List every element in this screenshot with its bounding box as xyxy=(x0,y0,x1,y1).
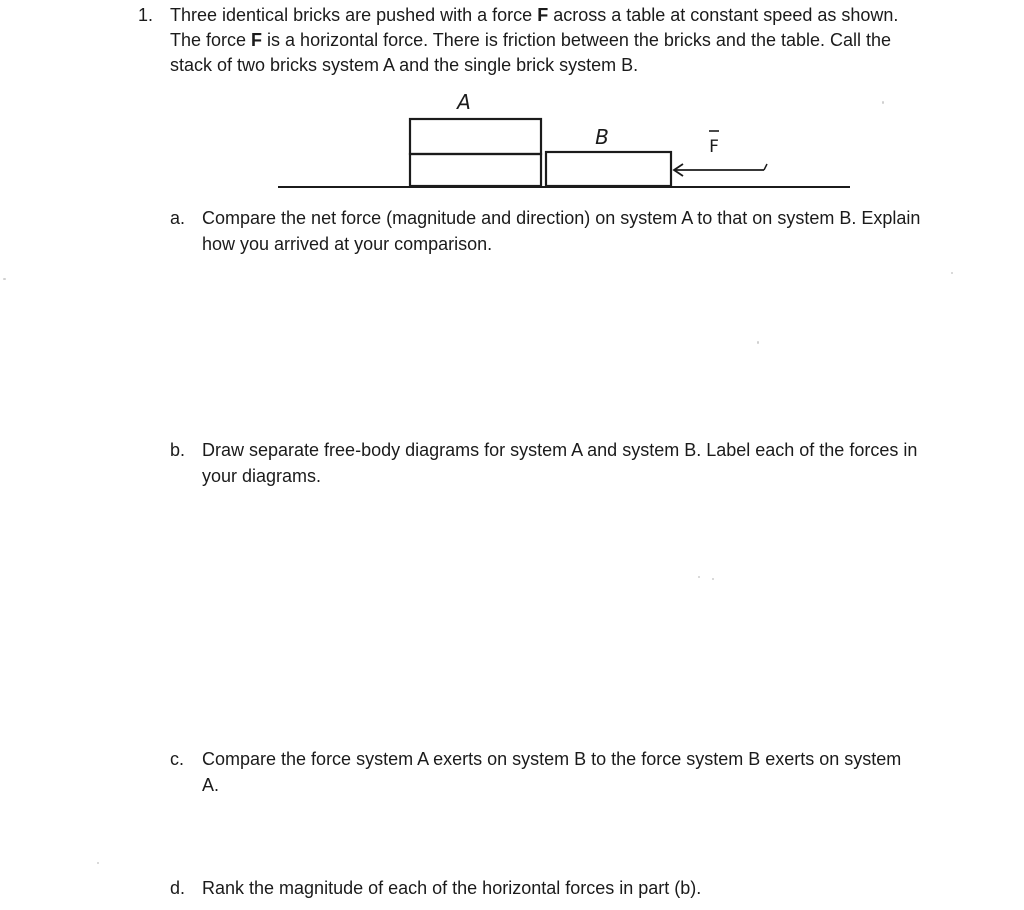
force-label-text: F xyxy=(709,137,719,157)
question-text-mid: across a table at constant speed as shown. The force xyxy=(170,5,899,50)
part-text: Compare the force system A exerts on system B to the force system B exerts on system A. xyxy=(202,749,902,795)
scan-speck xyxy=(882,101,884,104)
part-text: Draw separate free-body diagrams for system A and system B. Label each of the forces in your diagrams. xyxy=(202,440,918,486)
question-text xyxy=(170,3,930,78)
part-letter: d. xyxy=(170,878,186,898)
bricks-diagram-drawing xyxy=(270,86,860,196)
scan-speck xyxy=(712,578,714,580)
part-letter: c. xyxy=(170,749,185,769)
brick-a-top xyxy=(410,119,541,154)
question-text-post: is a horizontal force. There is friction between the bricks and the table. Call the stack of two bricks system A and the single brick system B. xyxy=(170,30,892,75)
part-text: Rank the magnitude of each of the horizontal forces in part (b). xyxy=(202,878,702,898)
part-letter: a. xyxy=(170,208,186,228)
bricks-diagram xyxy=(270,86,860,196)
brick-a-bottom xyxy=(410,154,541,186)
scan-speck xyxy=(3,278,6,280)
brick-b xyxy=(546,152,671,186)
force-symbol: F xyxy=(537,5,549,25)
label-system-a: A xyxy=(457,90,471,114)
question-number: 1. xyxy=(138,5,154,25)
label-system-b: B xyxy=(595,125,609,149)
part-letter: b. xyxy=(170,440,186,460)
label-force-f xyxy=(709,131,719,157)
scan-speck xyxy=(951,272,953,274)
scan-speck xyxy=(97,862,99,864)
force-arrow xyxy=(674,164,767,176)
force-symbol: F xyxy=(251,30,263,50)
scan-speck xyxy=(757,341,759,344)
part-text: Compare the net force (magnitude and direction) on system A to that on system B. Explain how you arrived at your comparison. xyxy=(202,208,921,254)
question-text-pre: Three identical bricks are pushed with a force xyxy=(170,5,538,25)
scan-speck xyxy=(698,576,700,578)
